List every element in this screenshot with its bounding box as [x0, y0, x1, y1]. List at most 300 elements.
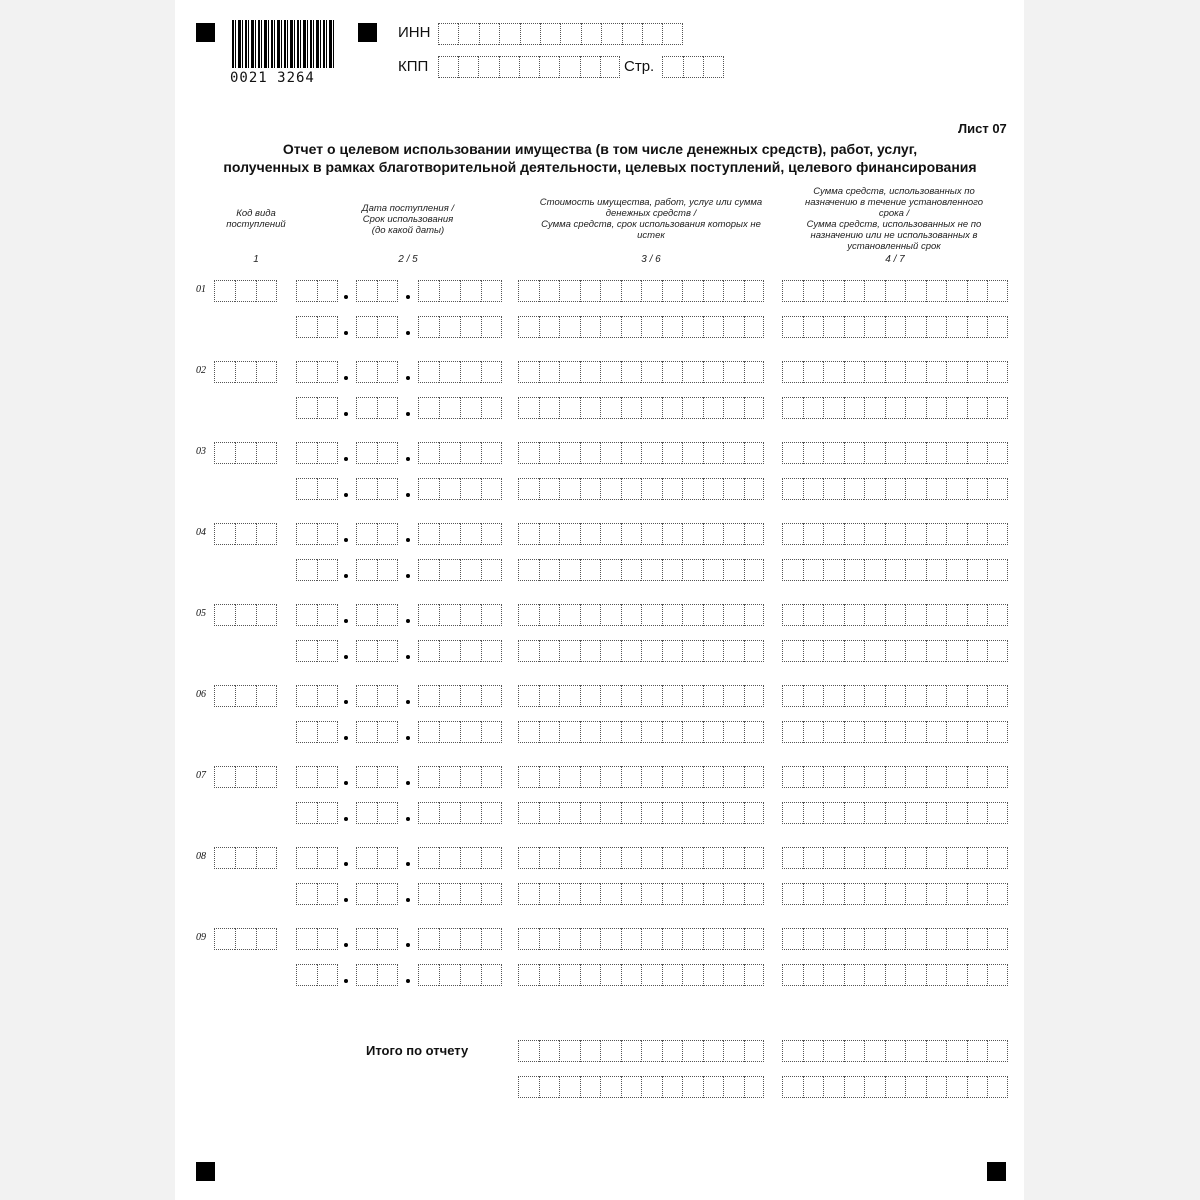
input-cell[interactable]	[377, 766, 398, 788]
input-cell[interactable]	[481, 478, 502, 500]
input-cell[interactable]	[296, 361, 317, 383]
input-cell[interactable]	[926, 604, 947, 626]
input-cell[interactable]	[418, 883, 439, 905]
row-date-month-field[interactable]	[356, 280, 398, 302]
input-cell[interactable]	[744, 316, 765, 338]
input-cell[interactable]	[460, 685, 481, 707]
input-cell[interactable]	[682, 721, 703, 743]
input-cell[interactable]	[946, 640, 967, 662]
input-cell[interactable]	[967, 847, 988, 869]
input-cell[interactable]	[580, 721, 601, 743]
input-cell[interactable]	[356, 316, 377, 338]
input-cell[interactable]	[214, 766, 235, 788]
input-cell[interactable]	[844, 721, 865, 743]
row-amount-field[interactable]	[518, 397, 764, 419]
input-cell[interactable]	[662, 964, 683, 986]
input-cell[interactable]	[539, 56, 559, 78]
row-amount-field[interactable]	[518, 361, 764, 383]
input-cell[interactable]	[539, 559, 560, 581]
row-used-field[interactable]	[782, 397, 1008, 419]
input-cell[interactable]	[356, 523, 377, 545]
input-cell[interactable]	[621, 640, 642, 662]
input-cell[interactable]	[803, 1040, 824, 1062]
input-cell[interactable]	[377, 928, 398, 950]
input-cell[interactable]	[823, 802, 844, 824]
input-cell[interactable]	[418, 442, 439, 464]
input-cell[interactable]	[864, 847, 885, 869]
input-cell[interactable]	[317, 280, 338, 302]
input-cell[interactable]	[823, 523, 844, 545]
input-cell[interactable]	[946, 280, 967, 302]
input-cell[interactable]	[844, 361, 865, 383]
input-cell[interactable]	[662, 883, 683, 905]
row-used-field[interactable]	[782, 316, 1008, 338]
input-cell[interactable]	[987, 883, 1008, 905]
input-cell[interactable]	[559, 397, 580, 419]
input-cell[interactable]	[885, 478, 906, 500]
input-cell[interactable]	[682, 397, 703, 419]
input-cell[interactable]	[662, 721, 683, 743]
input-cell[interactable]	[823, 964, 844, 986]
input-cell[interactable]	[844, 523, 865, 545]
input-cell[interactable]	[662, 928, 683, 950]
input-cell[interactable]	[317, 559, 338, 581]
input-cell[interactable]	[621, 721, 642, 743]
input-cell[interactable]	[703, 928, 724, 950]
input-cell[interactable]	[823, 604, 844, 626]
input-cell[interactable]	[987, 361, 1008, 383]
input-cell[interactable]	[823, 1076, 844, 1098]
row-used-field[interactable]	[782, 478, 1008, 500]
input-cell[interactable]	[296, 604, 317, 626]
input-cell[interactable]	[782, 928, 803, 950]
row-date-month-field[interactable]	[356, 802, 398, 824]
input-cell[interactable]	[559, 721, 580, 743]
input-cell[interactable]	[823, 316, 844, 338]
input-cell[interactable]	[703, 1076, 724, 1098]
input-cell[interactable]	[905, 316, 926, 338]
input-cell[interactable]	[481, 604, 502, 626]
input-cell[interactable]	[823, 397, 844, 419]
input-cell[interactable]	[377, 847, 398, 869]
input-cell[interactable]	[682, 316, 703, 338]
input-cell[interactable]	[703, 604, 724, 626]
input-cell[interactable]	[987, 280, 1008, 302]
input-cell[interactable]	[946, 685, 967, 707]
input-cell[interactable]	[559, 442, 580, 464]
input-cell[interactable]	[987, 559, 1008, 581]
input-cell[interactable]	[987, 766, 1008, 788]
input-cell[interactable]	[214, 442, 235, 464]
input-cell[interactable]	[905, 847, 926, 869]
input-cell[interactable]	[967, 397, 988, 419]
input-cell[interactable]	[682, 883, 703, 905]
input-cell[interactable]	[600, 316, 621, 338]
row-date-year-field[interactable]	[418, 559, 502, 581]
input-cell[interactable]	[621, 1076, 642, 1098]
input-cell[interactable]	[946, 802, 967, 824]
input-cell[interactable]	[214, 361, 235, 383]
input-cell[interactable]	[622, 23, 642, 45]
input-cell[interactable]	[864, 964, 885, 986]
input-cell[interactable]	[905, 721, 926, 743]
input-cell[interactable]	[662, 361, 683, 383]
input-cell[interactable]	[600, 964, 621, 986]
input-cell[interactable]	[460, 280, 481, 302]
input-cell[interactable]	[418, 640, 439, 662]
input-cell[interactable]	[723, 1040, 744, 1062]
input-cell[interactable]	[723, 640, 744, 662]
input-cell[interactable]	[723, 766, 744, 788]
input-cell[interactable]	[377, 523, 398, 545]
input-cell[interactable]	[518, 847, 539, 869]
input-cell[interactable]	[641, 478, 662, 500]
row-date-day-field[interactable]	[296, 766, 338, 788]
row-date-day-field[interactable]	[296, 802, 338, 824]
input-cell[interactable]	[803, 316, 824, 338]
input-cell[interactable]	[703, 442, 724, 464]
input-cell[interactable]	[967, 316, 988, 338]
input-cell[interactable]	[439, 964, 460, 986]
row-amount-field[interactable]	[518, 802, 764, 824]
input-cell[interactable]	[803, 928, 824, 950]
input-cell[interactable]	[744, 766, 765, 788]
input-cell[interactable]	[844, 964, 865, 986]
input-cell[interactable]	[844, 442, 865, 464]
input-cell[interactable]	[539, 883, 560, 905]
input-cell[interactable]	[600, 883, 621, 905]
input-cell[interactable]	[803, 883, 824, 905]
input-cell[interactable]	[844, 559, 865, 581]
input-cell[interactable]	[823, 1040, 844, 1062]
input-cell[interactable]	[641, 397, 662, 419]
input-cell[interactable]	[662, 523, 683, 545]
input-cell[interactable]	[418, 721, 439, 743]
input-cell[interactable]	[967, 604, 988, 626]
input-cell[interactable]	[600, 640, 621, 662]
input-cell[interactable]	[539, 640, 560, 662]
input-cell[interactable]	[418, 361, 439, 383]
input-cell[interactable]	[559, 523, 580, 545]
row-used-field[interactable]	[782, 847, 1008, 869]
input-cell[interactable]	[864, 766, 885, 788]
input-cell[interactable]	[600, 397, 621, 419]
input-cell[interactable]	[600, 280, 621, 302]
input-cell[interactable]	[377, 442, 398, 464]
input-cell[interactable]	[823, 928, 844, 950]
row-used-field[interactable]	[782, 640, 1008, 662]
input-cell[interactable]	[946, 523, 967, 545]
input-cell[interactable]	[600, 523, 621, 545]
row-date-month-field[interactable]	[356, 478, 398, 500]
input-cell[interactable]	[377, 685, 398, 707]
input-cell[interactable]	[621, 280, 642, 302]
input-cell[interactable]	[987, 604, 1008, 626]
input-cell[interactable]	[256, 523, 277, 545]
row-used-field[interactable]	[782, 523, 1008, 545]
input-cell[interactable]	[641, 1076, 662, 1098]
input-cell[interactable]	[418, 766, 439, 788]
input-cell[interactable]	[782, 316, 803, 338]
input-cell[interactable]	[744, 721, 765, 743]
input-cell[interactable]	[580, 280, 601, 302]
row-date-year-field[interactable]	[418, 280, 502, 302]
input-cell[interactable]	[518, 604, 539, 626]
input-cell[interactable]	[823, 766, 844, 788]
input-cell[interactable]	[377, 640, 398, 662]
input-cell[interactable]	[782, 1040, 803, 1062]
input-cell[interactable]	[682, 928, 703, 950]
input-cell[interactable]	[481, 280, 502, 302]
input-cell[interactable]	[723, 847, 744, 869]
input-cell[interactable]	[744, 964, 765, 986]
input-cell[interactable]	[418, 478, 439, 500]
row-date-month-field[interactable]	[356, 964, 398, 986]
input-cell[interactable]	[580, 802, 601, 824]
input-cell[interactable]	[641, 928, 662, 950]
input-cell[interactable]	[559, 1076, 580, 1098]
input-cell[interactable]	[559, 1040, 580, 1062]
input-cell[interactable]	[580, 847, 601, 869]
input-cell[interactable]	[518, 397, 539, 419]
input-cell[interactable]	[481, 766, 502, 788]
input-cell[interactable]	[905, 883, 926, 905]
input-cell[interactable]	[499, 23, 519, 45]
input-cell[interactable]	[803, 523, 824, 545]
input-cell[interactable]	[356, 928, 377, 950]
input-cell[interactable]	[481, 397, 502, 419]
input-cell[interactable]	[539, 442, 560, 464]
input-cell[interactable]	[967, 685, 988, 707]
input-cell[interactable]	[723, 361, 744, 383]
row-used-field[interactable]	[782, 559, 1008, 581]
input-cell[interactable]	[296, 559, 317, 581]
row-date-month-field[interactable]	[356, 640, 398, 662]
row-amount-field[interactable]	[518, 640, 764, 662]
total-amount-field-1[interactable]	[518, 1040, 764, 1062]
input-cell[interactable]	[703, 56, 724, 78]
row-date-month-field[interactable]	[356, 442, 398, 464]
row-date-month-field[interactable]	[356, 523, 398, 545]
row-date-month-field[interactable]	[356, 721, 398, 743]
row-amount-field[interactable]	[518, 604, 764, 626]
input-cell[interactable]	[559, 640, 580, 662]
input-cell[interactable]	[256, 685, 277, 707]
input-cell[interactable]	[317, 766, 338, 788]
row-date-month-field[interactable]	[356, 766, 398, 788]
input-cell[interactable]	[905, 397, 926, 419]
row-date-month-field[interactable]	[356, 928, 398, 950]
input-cell[interactable]	[703, 685, 724, 707]
input-cell[interactable]	[460, 802, 481, 824]
input-cell[interactable]	[885, 847, 906, 869]
input-cell[interactable]	[481, 685, 502, 707]
input-cell[interactable]	[641, 1040, 662, 1062]
row-used-field[interactable]	[782, 685, 1008, 707]
row-date-day-field[interactable]	[296, 316, 338, 338]
input-cell[interactable]	[946, 604, 967, 626]
input-cell[interactable]	[946, 316, 967, 338]
input-cell[interactable]	[703, 316, 724, 338]
input-cell[interactable]	[682, 1076, 703, 1098]
input-cell[interactable]	[844, 883, 865, 905]
input-cell[interactable]	[518, 640, 539, 662]
input-cell[interactable]	[580, 523, 601, 545]
input-cell[interactable]	[987, 523, 1008, 545]
input-cell[interactable]	[844, 1076, 865, 1098]
input-cell[interactable]	[864, 316, 885, 338]
input-cell[interactable]	[682, 685, 703, 707]
row-date-year-field[interactable]	[418, 802, 502, 824]
input-cell[interactable]	[601, 23, 621, 45]
input-cell[interactable]	[377, 964, 398, 986]
input-cell[interactable]	[723, 1076, 744, 1098]
row-code-field[interactable]	[214, 280, 277, 302]
input-cell[interactable]	[744, 640, 765, 662]
input-cell[interactable]	[641, 640, 662, 662]
input-cell[interactable]	[539, 847, 560, 869]
input-cell[interactable]	[946, 442, 967, 464]
input-cell[interactable]	[723, 802, 744, 824]
input-cell[interactable]	[518, 316, 539, 338]
input-cell[interactable]	[256, 442, 277, 464]
input-cell[interactable]	[885, 316, 906, 338]
input-cell[interactable]	[823, 685, 844, 707]
input-cell[interactable]	[987, 397, 1008, 419]
input-cell[interactable]	[803, 766, 824, 788]
input-cell[interactable]	[885, 685, 906, 707]
input-cell[interactable]	[723, 316, 744, 338]
input-cell[interactable]	[641, 847, 662, 869]
input-cell[interactable]	[458, 23, 478, 45]
input-cell[interactable]	[559, 604, 580, 626]
input-cell[interactable]	[926, 640, 947, 662]
input-cell[interactable]	[967, 928, 988, 950]
input-cell[interactable]	[377, 883, 398, 905]
row-code-field[interactable]	[214, 523, 277, 545]
input-cell[interactable]	[317, 442, 338, 464]
input-cell[interactable]	[926, 478, 947, 500]
input-cell[interactable]	[518, 964, 539, 986]
input-cell[interactable]	[518, 478, 539, 500]
input-cell[interactable]	[560, 23, 580, 45]
row-used-field[interactable]	[782, 883, 1008, 905]
input-cell[interactable]	[641, 442, 662, 464]
input-cell[interactable]	[256, 280, 277, 302]
input-cell[interactable]	[823, 478, 844, 500]
input-cell[interactable]	[683, 56, 704, 78]
input-cell[interactable]	[885, 766, 906, 788]
input-cell[interactable]	[559, 883, 580, 905]
input-cell[interactable]	[438, 56, 458, 78]
input-cell[interactable]	[682, 280, 703, 302]
input-cell[interactable]	[235, 928, 256, 950]
input-cell[interactable]	[235, 685, 256, 707]
input-cell[interactable]	[744, 559, 765, 581]
input-cell[interactable]	[803, 559, 824, 581]
input-cell[interactable]	[641, 883, 662, 905]
input-cell[interactable]	[479, 23, 499, 45]
input-cell[interactable]	[377, 397, 398, 419]
input-cell[interactable]	[641, 766, 662, 788]
input-cell[interactable]	[744, 442, 765, 464]
input-cell[interactable]	[600, 559, 621, 581]
input-cell[interactable]	[987, 640, 1008, 662]
input-cell[interactable]	[905, 280, 926, 302]
row-used-field[interactable]	[782, 802, 1008, 824]
input-cell[interactable]	[926, 559, 947, 581]
input-cell[interactable]	[600, 1040, 621, 1062]
row-code-field[interactable]	[214, 604, 277, 626]
input-cell[interactable]	[987, 721, 1008, 743]
input-cell[interactable]	[580, 478, 601, 500]
input-cell[interactable]	[662, 23, 682, 45]
input-cell[interactable]	[481, 964, 502, 986]
input-cell[interactable]	[580, 56, 600, 78]
input-cell[interactable]	[539, 316, 560, 338]
input-cell[interactable]	[317, 964, 338, 986]
input-cell[interactable]	[621, 478, 642, 500]
input-cell[interactable]	[439, 802, 460, 824]
input-cell[interactable]	[823, 721, 844, 743]
row-date-year-field[interactable]	[418, 604, 502, 626]
input-cell[interactable]	[844, 397, 865, 419]
input-cell[interactable]	[356, 361, 377, 383]
input-cell[interactable]	[377, 559, 398, 581]
input-cell[interactable]	[518, 721, 539, 743]
input-cell[interactable]	[439, 397, 460, 419]
input-cell[interactable]	[539, 802, 560, 824]
input-cell[interactable]	[621, 1040, 642, 1062]
input-cell[interactable]	[864, 721, 885, 743]
input-cell[interactable]	[621, 685, 642, 707]
input-cell[interactable]	[662, 847, 683, 869]
input-cell[interactable]	[580, 964, 601, 986]
row-used-field[interactable]	[782, 280, 1008, 302]
input-cell[interactable]	[317, 316, 338, 338]
input-cell[interactable]	[682, 604, 703, 626]
input-cell[interactable]	[621, 559, 642, 581]
input-cell[interactable]	[823, 640, 844, 662]
input-cell[interactable]	[439, 847, 460, 869]
input-cell[interactable]	[439, 559, 460, 581]
input-cell[interactable]	[823, 361, 844, 383]
input-cell[interactable]	[703, 523, 724, 545]
input-cell[interactable]	[987, 478, 1008, 500]
input-cell[interactable]	[439, 883, 460, 905]
input-cell[interactable]	[967, 280, 988, 302]
input-cell[interactable]	[967, 361, 988, 383]
row-date-day-field[interactable]	[296, 928, 338, 950]
input-cell[interactable]	[703, 1040, 724, 1062]
input-cell[interactable]	[703, 478, 724, 500]
input-cell[interactable]	[723, 883, 744, 905]
input-cell[interactable]	[823, 847, 844, 869]
input-cell[interactable]	[460, 964, 481, 986]
input-cell[interactable]	[662, 1040, 683, 1062]
row-date-day-field[interactable]	[296, 523, 338, 545]
input-cell[interactable]	[926, 685, 947, 707]
input-cell[interactable]	[518, 442, 539, 464]
input-cell[interactable]	[356, 847, 377, 869]
input-cell[interactable]	[782, 604, 803, 626]
input-cell[interactable]	[641, 523, 662, 545]
row-date-month-field[interactable]	[356, 604, 398, 626]
input-cell[interactable]	[621, 883, 642, 905]
input-cell[interactable]	[418, 397, 439, 419]
row-date-year-field[interactable]	[418, 478, 502, 500]
input-cell[interactable]	[641, 802, 662, 824]
